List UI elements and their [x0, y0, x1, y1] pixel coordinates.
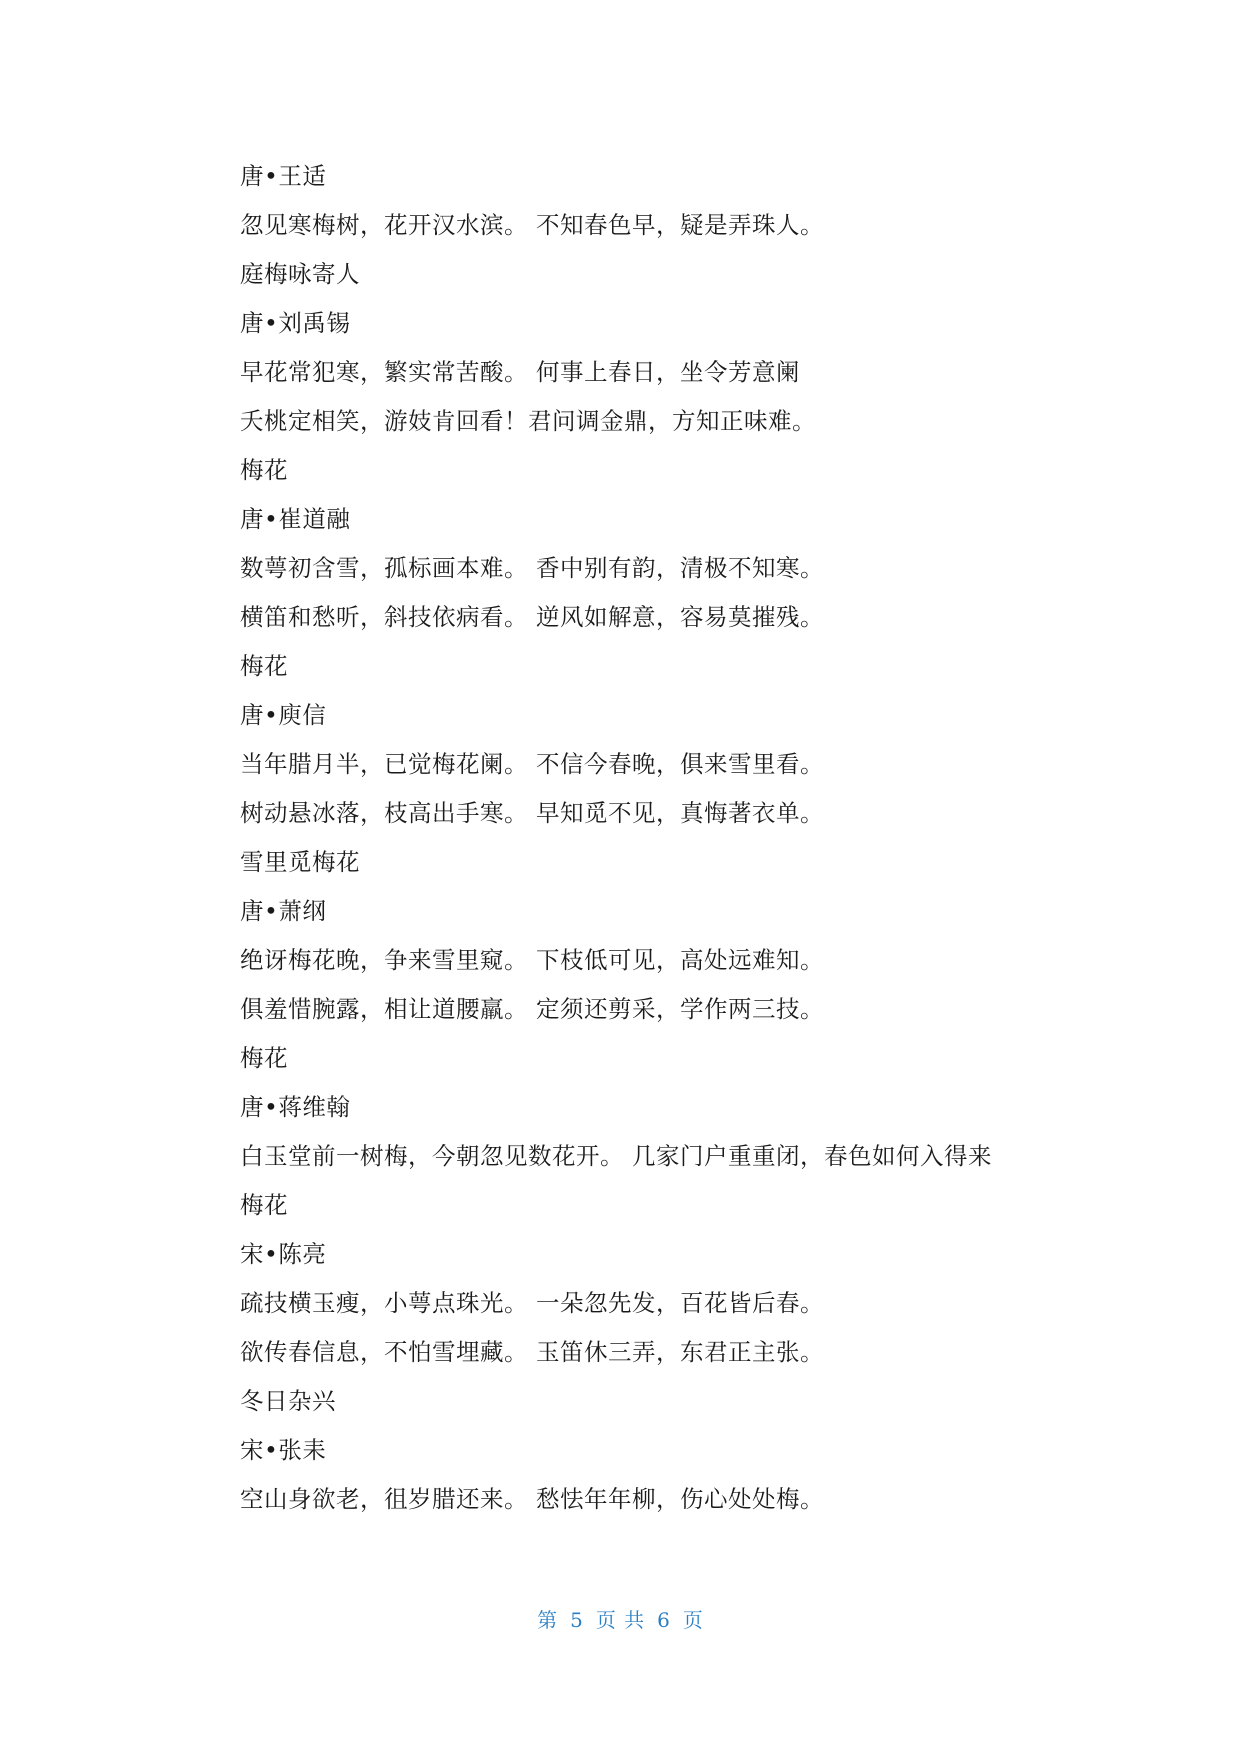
- poem-title: 梅花: [240, 456, 288, 484]
- poem-title: 庭梅咏寄人: [240, 260, 360, 288]
- current-page-number: 5: [570, 1608, 584, 1632]
- poem-title: 雪里觅梅花: [240, 848, 360, 876]
- author-line: 唐•王适: [240, 162, 327, 190]
- verse-line: 绝讶梅花晚，争来雪里窥。 下枝低可见，高处远难知。: [240, 946, 824, 974]
- verse-line: 空山身欲老，徂岁腊还来。 愁怯年年柳，伤心处处梅。: [240, 1485, 824, 1513]
- verse-line: 树动悬冰落，枝高出手寒。 早知觅不见，真悔著衣单。: [240, 799, 824, 827]
- verse-line: 忽见寒梅树，花开汉水滨。 不知春色早，疑是弄珠人。: [240, 211, 824, 239]
- author-line: 唐•蒋维翰: [240, 1093, 351, 1121]
- verse-line: 白玉堂前一树梅，今朝忽见数花开。 几家门户重重闭，春色如何入得来: [240, 1142, 992, 1170]
- author-line: 宋•陈亮: [240, 1240, 327, 1268]
- verse-line: 横笛和愁听，斜技依病看。 逆风如解意，容易莫摧残。: [240, 603, 824, 631]
- author-line: 唐•崔道融: [240, 505, 351, 533]
- total-pages-number: 6: [657, 1608, 671, 1632]
- author-line: 唐•萧纲: [240, 897, 327, 925]
- author-line: 唐•庾信: [240, 701, 327, 729]
- verse-line: 俱羞惜腕露，相让道腰羸。 定须还剪采，学作两三技。: [240, 995, 824, 1023]
- author-line: 唐•刘禹锡: [240, 309, 351, 337]
- footer-mid: 页 共: [595, 1608, 646, 1632]
- poem-title: 梅花: [240, 1044, 288, 1072]
- verse-line: 疏技横玉瘦，小萼点珠光。 一朵忽先发，百花皆后春。: [240, 1289, 824, 1317]
- poem-title: 冬日杂兴: [240, 1387, 336, 1415]
- verse-line: 早花常犯寒，繁实常苦酸。 何事上春日，坐令芳意阑: [240, 358, 800, 386]
- page-footer: [0, 1604, 1241, 1633]
- author-line: 宋•张耒: [240, 1436, 327, 1464]
- poem-title: 梅花: [240, 652, 288, 680]
- footer-prefix: 第: [537, 1608, 559, 1632]
- verse-line: 欲传春信息，不怕雪埋藏。 玉笛休三弄，东君正主张。: [240, 1338, 824, 1366]
- verse-line: 数萼初含雪，孤标画本难。 香中别有韵，清极不知寒。: [240, 554, 824, 582]
- poem-text-block: [240, 152, 1140, 1524]
- verse-line: 夭桃定相笑，游妓肯回看！君问调金鼎，方知正味难。: [240, 407, 816, 435]
- footer-suffix: 页: [682, 1608, 704, 1632]
- verse-line: 当年腊月半，已觉梅花阑。 不信今春晚，俱来雪里看。: [240, 750, 824, 778]
- poem-title: 梅花: [240, 1191, 288, 1219]
